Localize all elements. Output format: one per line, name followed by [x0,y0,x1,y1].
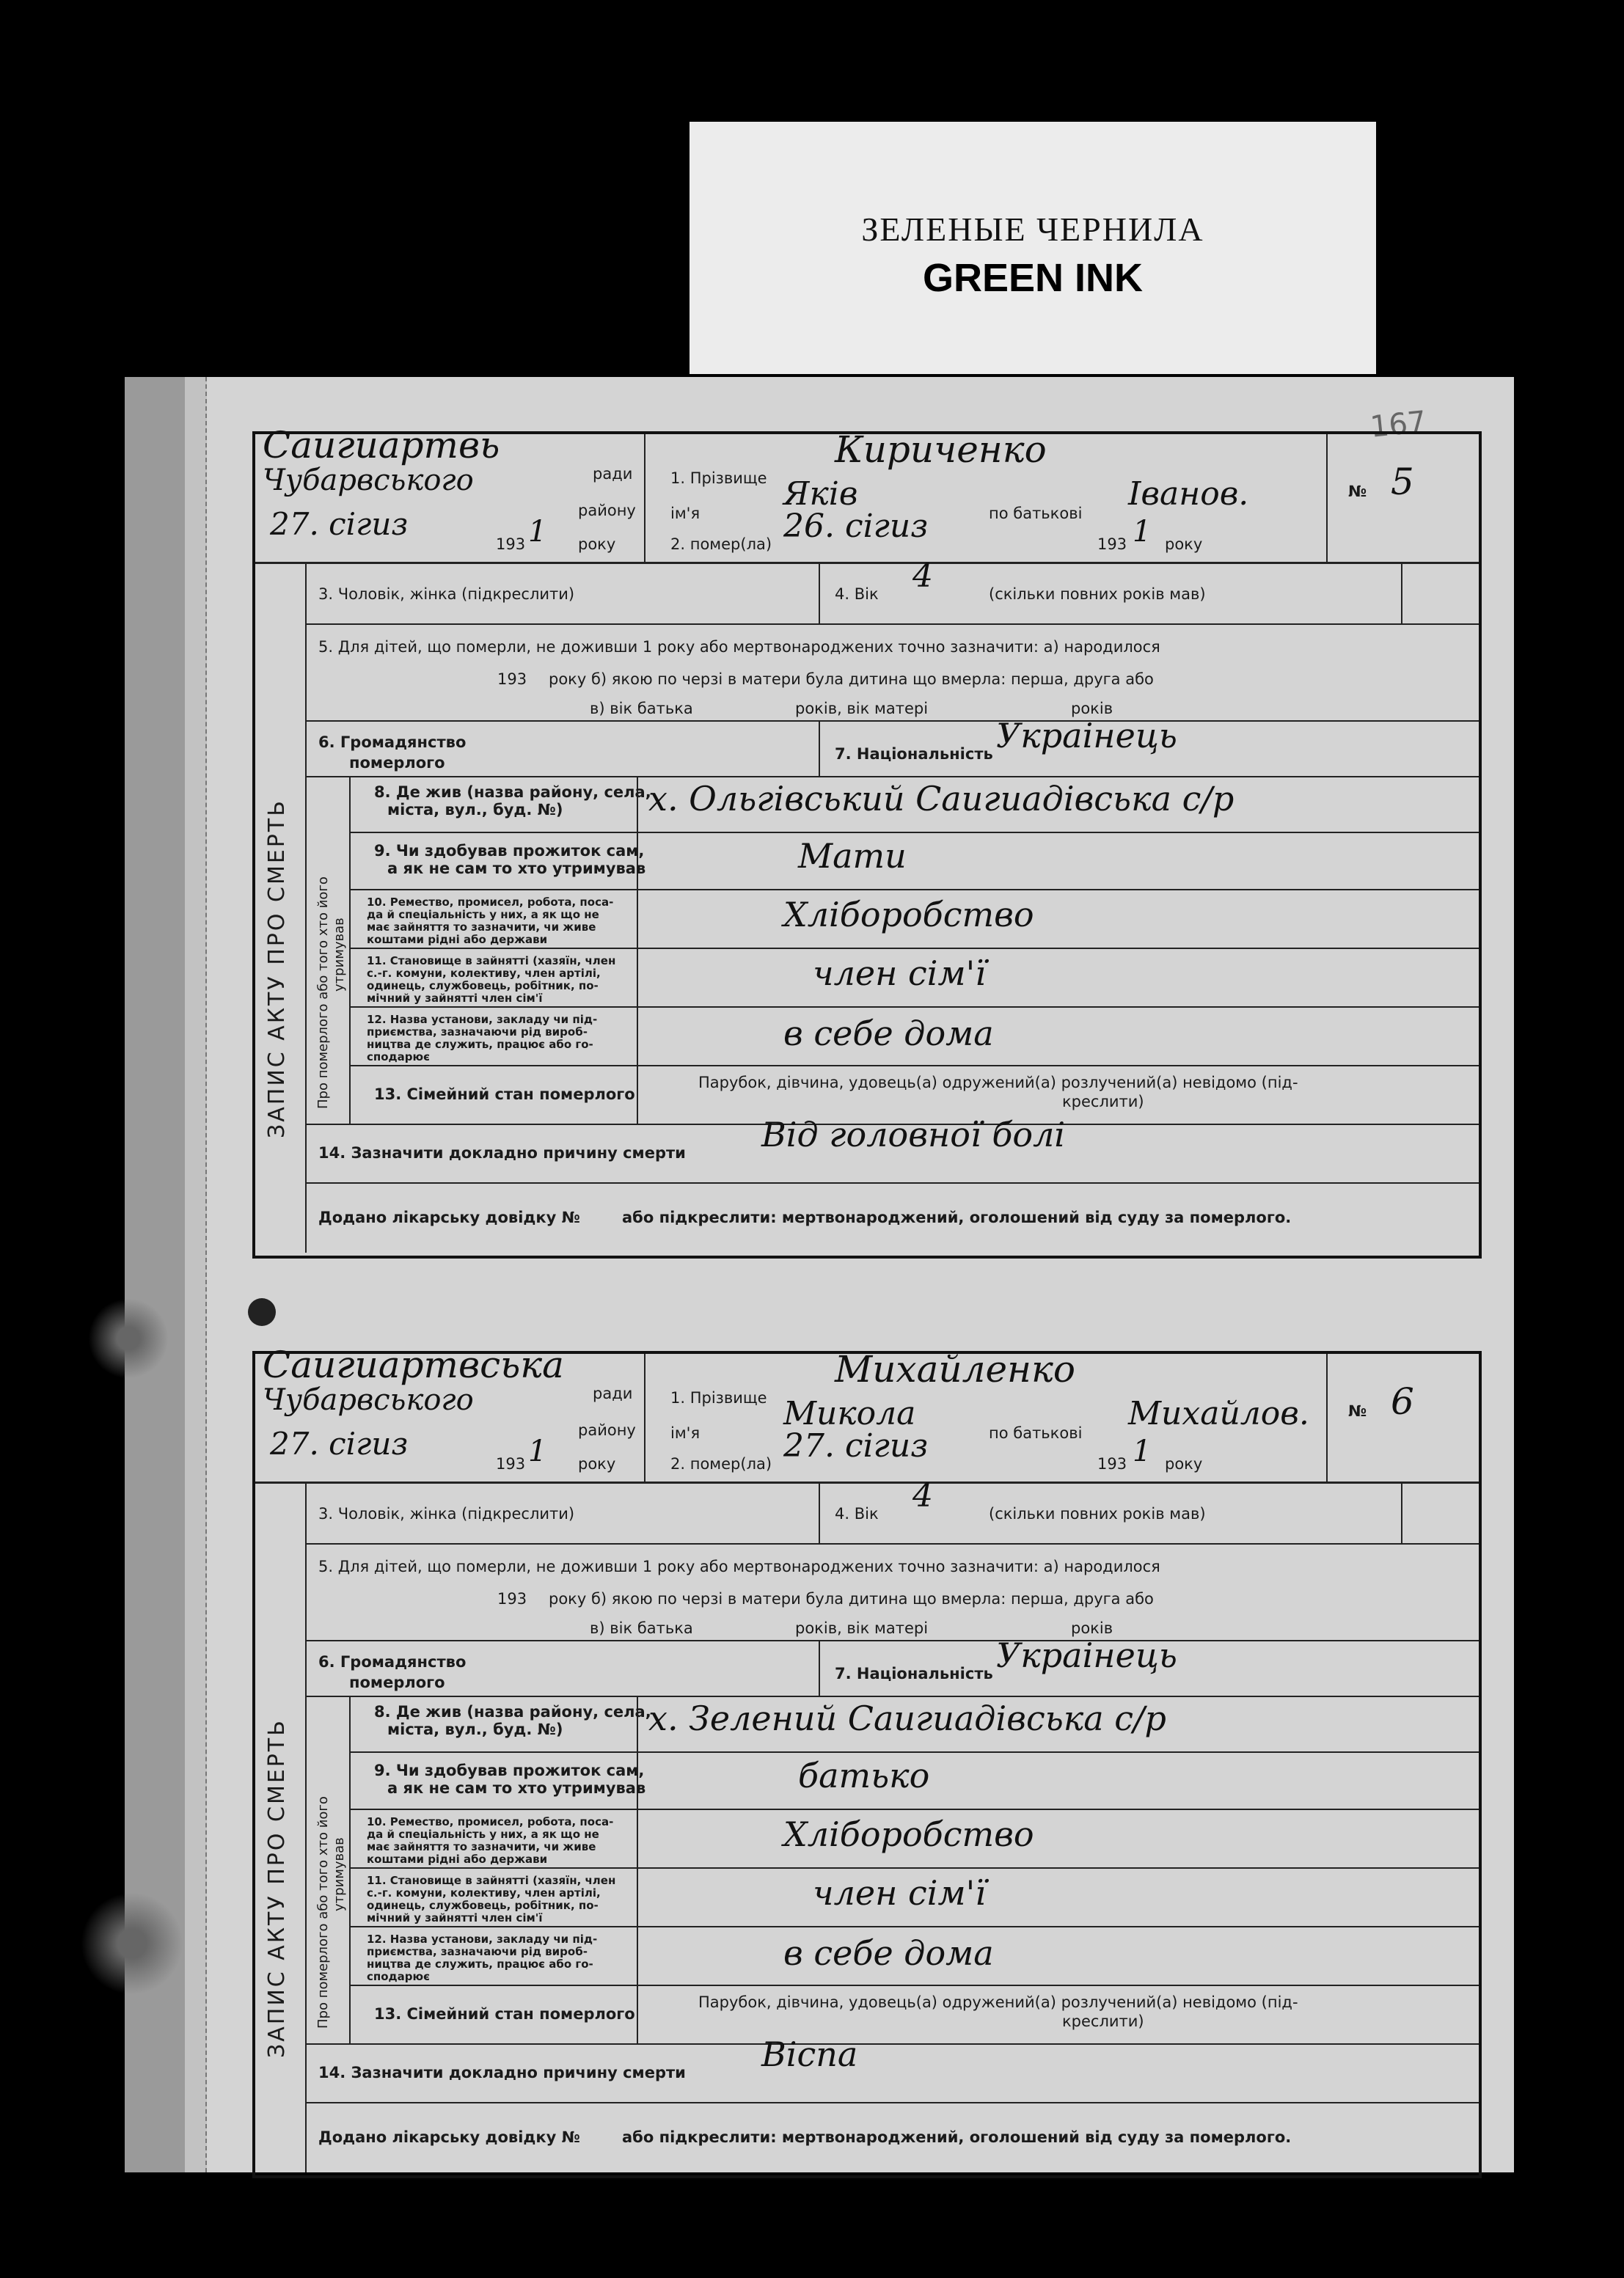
workplace-label: 12. Назва установи, закладу чи під- [367,1933,598,1946]
citizenship-label: 6. Громадянство [318,1653,467,1671]
year-prefix-2: 193 [1097,535,1127,553]
support-label: 9. Чи здобував прожиток сам, [374,842,645,860]
hw-support: батько [798,1756,930,1795]
workplace-label-b: приємства, зазначаючи рід вироб- [367,1025,588,1039]
footer-certificate: Додано лікарську довідку № [318,1209,580,1226]
year-prefix-3: 193 [497,1590,527,1608]
side-subtitle-a: Про померлого або того хто його [315,1796,331,2029]
side-subtitle-b: утримував [332,918,347,992]
child-note-b: року б) якою по черзі в матери була дитина що вмерла: перша, друга або [549,670,1154,688]
hw-residence: х. Ольгівський Саигиадівська с/р [648,779,1235,818]
hw-occupation: Хліборобство [783,895,1034,934]
death-record-form-2 [252,1344,1482,2178]
hw-name: Яків [783,475,858,513]
hw-cause: Від головної болі [761,1115,1066,1154]
occupation-label-b: да й спеціальність у них, а як що не [367,908,599,921]
year-prefix-3: 193 [497,670,527,688]
hw-death-year: 1 [1133,1435,1152,1468]
status-label-b: с.-г. комуни, колективу, член артілі, [367,1886,601,1900]
occupation-label-b: да й спеціальність у них, а як що не [367,1828,599,1841]
occupation-label-d: коштами рідні або держави [367,933,548,946]
citizenship-label: 6. Громадянство [318,733,467,751]
roku-label: року [578,1455,616,1473]
hw-patronymic: Іванов. [1128,475,1249,513]
status-label: 11. Становище в зайнятті (хазяїн, член [367,954,616,967]
child-note-a: 5. Для дітей, що померли, не доживши 1 року або мертвонароджених точно зазначити: а) народилося [318,1558,1160,1575]
nationality-label: 7. Національність [835,1665,993,1682]
age-label: 4. Вік [835,1505,879,1523]
marital-label: 13. Сімейний стан померлого [374,1085,635,1103]
patronymic-label: по батькові [989,505,1083,522]
hw-death-date: 27. сiгиз [783,1427,929,1465]
hw-village: Саигиартвська [263,1344,564,1386]
green-ink-label [690,122,1376,374]
roku-label-2: року [1165,535,1203,553]
citizenship-label-b: померлого [349,1674,445,1691]
support-label-b: а як не сам то хто утримував [387,1779,646,1797]
hw-status: член сім'ї [813,1873,987,1913]
died-label: 2. помер(ла) [670,1455,772,1473]
child-note-b: року б) якою по черзі в матери була дитина що вмерла: перша, друга або [549,1590,1154,1608]
occupation-label-c: має зайняття то зазначити, чи живе [367,920,596,934]
hw-name: Микола [783,1395,916,1432]
hw-age: 4 [912,1477,933,1515]
rada-label: ради [593,465,633,483]
side-subtitle-a: Про померлого або того хто його [315,876,331,1109]
year-prefix-2: 193 [1097,1455,1127,1473]
hw-record-number: 6 [1391,1380,1414,1423]
surname-label: 1. Прізвище [670,469,767,487]
support-label-b: а як не сам то хто утримував [387,860,646,877]
cause-label: 14. Зазначити докладно причину смерти [318,2064,686,2081]
support-label: 9. Чи здобував прожиток сам, [374,1762,645,1779]
year-prefix: 193 [496,535,526,553]
status-label-d: мічний у зайнятті член сім'ї [367,1911,543,1924]
residence-label: 8. Де жив (назва району, села, [374,1703,651,1721]
number-label: № [1348,483,1367,500]
hw-nationality: Украінець [996,716,1177,755]
child-note-c2: років, вік матері [795,1619,929,1637]
rayonu-label: району [578,1421,636,1439]
hw-age: 4 [912,557,933,595]
workplace-label-d: сподарює [367,1970,431,1983]
patronymic-label: по батькові [989,1424,1083,1442]
workplace-label-d: сподарює [367,1050,431,1063]
workplace-label-c: ництва де служить, працює або го- [367,1957,593,1971]
hw-patronymic: Михайлов. [1128,1395,1309,1432]
side-subtitle-b: утримував [332,1837,347,1911]
hw-village: Саигиартвь [263,424,500,466]
side-title: ЗАПИС АКТУ ПРО СМЕРТЬ [264,799,290,1138]
child-note-c3: років [1071,1619,1113,1637]
footer-note: або підкреслити: мертвонароджений, оголошений від суду за померлого. [622,2128,1292,2146]
marital-options: Парубок, дівчина, удовець(а) одружений(а) розлучений(а) невідомо (під- [698,1074,1298,1091]
occupation-label: 10. Ремество, промисел, робота, поса- [367,896,614,909]
side-title: ЗАПИС АКТУ ПРО СМЕРТЬ [264,1718,290,2058]
age-label: 4. Вік [835,585,879,603]
folio-number: 167 [1368,405,1428,444]
status-label: 11. Становище в зайнятті (хазяїн, член [367,1874,616,1887]
child-note-a: 5. Для дітей, що померли, не доживши 1 року або мертвонароджених точно зазначити: а) народилося [318,638,1160,656]
sex-label: 3. Чоловік, жінка (підкреслити) [318,585,575,603]
occupation-label-c: має зайняття то зазначити, чи живе [367,1840,596,1853]
citizenship-label-b: померлого [349,754,445,772]
hw-death-date: 26. сiгиз [783,508,929,545]
child-note-c2: років, вік матері [795,700,929,717]
hw-occupation: Хліборобство [783,1814,1034,1854]
number-label: № [1348,1402,1367,1420]
marital-label: 13. Сімейний стан померлого [374,2005,635,2023]
hw-workplace: в себе дома [783,1014,994,1053]
workplace-label-c: ництва де служить, працює або го- [367,1038,593,1051]
roku-label: року [578,535,616,553]
rada-label: ради [593,1385,633,1402]
stain [88,1298,169,1379]
status-label-d: мічний у зайнятті член сім'ї [367,992,543,1005]
residence-label-b: міста, вул., буд. №) [387,1721,563,1738]
nationality-label: 7. Національність [835,745,993,763]
name-label: ім'я [670,505,701,522]
age-tail: (скільки повних років мав) [989,1505,1206,1523]
hw-death-year: 1 [1133,515,1152,549]
hw-district: Чубарвського [263,464,474,497]
occupation-label-d: коштами рідні або держави [367,1853,548,1866]
marital-options-b: креслити) [1062,2013,1144,2030]
status-label-b: с.-г. комуни, колективу, член артілі, [367,967,601,980]
workplace-label-b: приємства, зазначаючи рід вироб- [367,1945,588,1958]
age-tail: (скільки повних років мав) [989,585,1206,603]
hw-year: 1 [528,515,547,549]
footer-certificate: Додано лікарську довідку № [318,2128,580,2146]
punch-hole [248,1298,276,1326]
rayonu-label: району [578,502,636,519]
hw-status: член сім'ї [813,953,987,993]
hw-date: 27. сiгиз [270,506,409,542]
status-label-c: одинець, службовець, робітник, по- [367,979,599,992]
occupation-label: 10. Ремество, промисел, робота, поса- [367,1815,614,1828]
hw-year: 1 [528,1435,547,1468]
hw-record-number: 5 [1391,461,1414,503]
hw-surname: Кириченко [835,428,1047,471]
residence-label: 8. Де жив (назва району, села, [374,783,651,801]
label-russian: ЗЕЛЕНЫЕ ЧЕРНИЛА [861,210,1204,248]
stain [81,1892,183,1995]
footer-note: або підкреслити: мертвонароджений, оголошений від суду за померлого. [622,1209,1292,1226]
name-label: ім'я [670,1424,701,1442]
hw-district: Чубарвського [263,1383,474,1417]
hw-residence: х. Зелений Саигиадівська с/р [648,1699,1166,1738]
child-note-c: в) вік батька [590,700,693,717]
hw-date: 27. сiгиз [270,1426,409,1462]
marital-options-b: креслити) [1062,1093,1144,1110]
status-label-c: одинець, службовець, робітник, по- [367,1899,599,1912]
sex-label: 3. Чоловік, жінка (підкреслити) [318,1505,575,1523]
surname-label: 1. Прізвище [670,1389,767,1407]
year-prefix: 193 [496,1455,526,1473]
workplace-label: 12. Назва установи, закладу чи під- [367,1013,598,1026]
marital-options: Парубок, дівчина, удовець(а) одружений(а) розлучений(а) невідомо (під- [698,1993,1298,2011]
hw-surname: Михайленко [835,1348,1075,1391]
hw-support: Мати [798,836,907,876]
binding-edge [185,377,207,2172]
cause-label: 14. Зазначити докладно причину смерти [318,1144,686,1162]
hw-cause: Віспа [761,2035,858,2074]
child-note-c3: років [1071,700,1113,717]
label-english: GREEN INK [922,256,1144,300]
died-label: 2. помер(ла) [670,535,772,553]
hw-workplace: в себе дома [783,1933,994,1973]
roku-label-2: року [1165,1455,1203,1473]
residence-label-b: міста, вул., буд. №) [387,801,563,818]
hw-nationality: Украінець [996,1636,1177,1675]
child-note-c: в) вік батька [590,1619,693,1637]
